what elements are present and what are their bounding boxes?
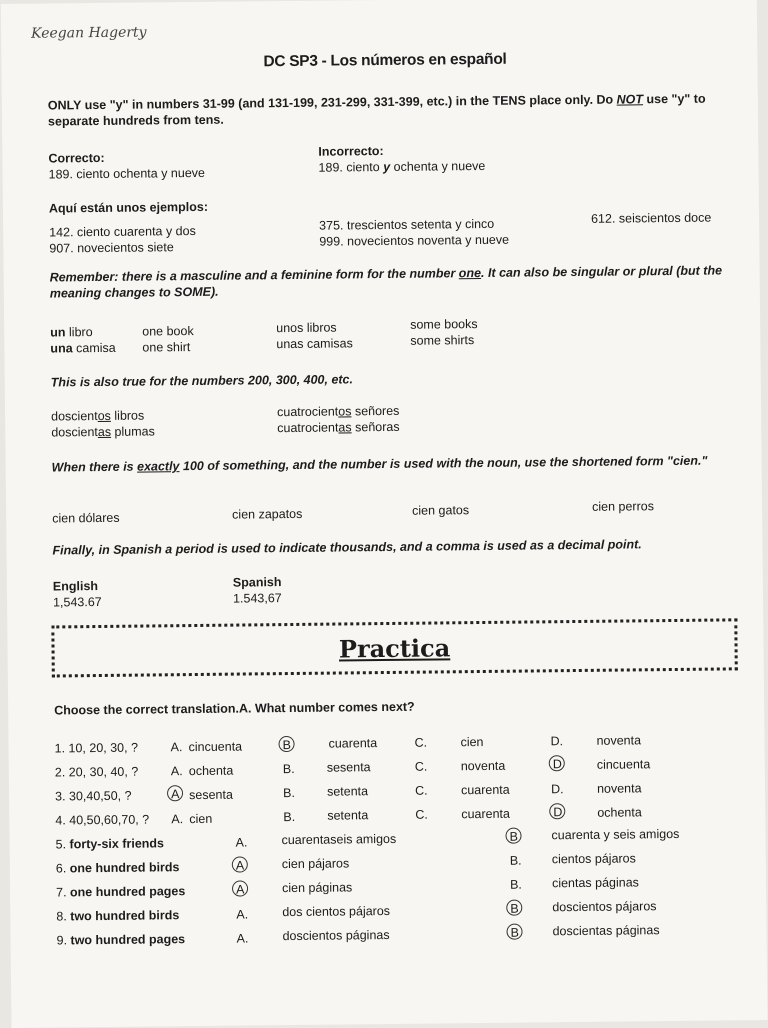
option-text[interactable]: noventa — [460, 758, 506, 774]
question-5: 5. forty-six friends — [55, 836, 165, 852]
practica-title: Practica — [338, 632, 451, 664]
option-text[interactable]: cuarenta — [328, 736, 378, 751]
also-true-rule: This is also true for the numbers 200, 300, 400, etc. — [50, 372, 354, 390]
option-letter[interactable]: B — [282, 738, 291, 753]
option-text[interactable]: cien — [189, 811, 213, 827]
practica-banner — [51, 618, 738, 677]
cien-zapatos: cien zapatos — [232, 506, 303, 522]
cuatrocientas-senoras: cuatrocientas señoras — [277, 419, 400, 436]
option-letter[interactable]: C. — [415, 807, 428, 822]
cuatrocientos-senores: cuatrocientos señores — [277, 403, 400, 420]
some-books: some books — [410, 317, 478, 332]
option-text[interactable]: doscientos páginas — [282, 927, 390, 944]
english-value: 1,543.67 — [52, 594, 102, 610]
incorrecto-example: 189. ciento y ochenta y nueve — [318, 158, 486, 175]
question-1: 1. 10, 20, 30, ? — [54, 740, 139, 756]
option-letter[interactable]: D — [553, 805, 563, 820]
option-text[interactable]: cien — [460, 734, 484, 750]
option-text[interactable]: setenta — [326, 784, 369, 799]
option-text[interactable]: setenta — [327, 808, 369, 823]
option-letter[interactable]: A. — [171, 812, 184, 827]
option-text[interactable]: ochenta — [188, 763, 234, 779]
option-letter[interactable]: C. — [414, 783, 428, 798]
option-letter[interactable]: B. — [509, 853, 522, 868]
option-text[interactable]: cuarenta y seis amigos — [551, 826, 680, 843]
option-letter[interactable]: A — [235, 858, 245, 873]
option-letter[interactable]: B. — [283, 809, 296, 825]
un-libro: un libro — [50, 325, 93, 340]
option-letter[interactable]: A. — [236, 931, 249, 946]
question-9: 9. two hundred pages — [56, 932, 186, 948]
handwritten-signature: Keegan Hagerty — [31, 24, 147, 42]
question-2: 2. 20, 30, 40, ? — [54, 764, 139, 780]
cien-rule: When there is exactly 100 of something, and the number is used with the noun, use the shortened form "cien." — [51, 453, 708, 475]
option-text[interactable]: cincuenta — [596, 757, 651, 772]
spanish-value: 1.543,67 — [232, 591, 282, 606]
option-letter[interactable]: C. — [414, 735, 428, 750]
option-letter[interactable]: B. — [282, 761, 295, 777]
question-6: 6. one hundred birds — [55, 860, 180, 876]
doscientos-libros: doscientos libros — [51, 408, 145, 424]
option-letter[interactable]: B. — [282, 785, 295, 801]
ejemplo-999: 999. novecientos noventa y nueve — [319, 232, 510, 249]
cien-gatos: cien gatos — [412, 503, 470, 518]
unos-libros: unos libros — [276, 320, 337, 336]
ejemplo-375: 375. trescientos setenta y cinco — [319, 216, 495, 233]
option-text[interactable]: cincuenta — [188, 739, 243, 755]
option-text[interactable]: cientos pájaros — [551, 851, 636, 867]
page-title: DC SP3 - Los números en español — [263, 50, 507, 71]
correcto-label: Correcto: — [48, 150, 105, 166]
remember-rule: Remember: there is a masculine and a feminine form for the number one. It can also be singular or plural (but the meaning changes to SOME). — [49, 263, 723, 301]
option-text[interactable]: dos cientos pájaros — [282, 903, 391, 920]
one-shirt: one shirt — [142, 340, 191, 355]
intro-rule: ONLY use "y" in numbers 31-99 (and 131-199, 231-299, 331-399, etc.) in the TENS place only. Do NOT use "y" to separate hundreds from tens. — [47, 91, 706, 129]
option-letter[interactable]: A — [235, 882, 245, 897]
question-7: 7. one hundred pages — [56, 884, 186, 900]
ejemplo-612: 612. seiscientos doce — [590, 210, 712, 226]
option-letter[interactable]: B — [509, 829, 518, 844]
option-letter[interactable]: A — [170, 787, 180, 802]
incorrecto-label: Incorrecto: — [318, 144, 384, 159]
option-letter[interactable]: D. — [550, 782, 564, 797]
correcto-example: 189. ciento ochenta y nueve — [48, 165, 206, 182]
doscientas-plumas: doscientas plumas — [51, 424, 155, 440]
question-4: 4. 40,50,60,70, ? — [55, 812, 150, 828]
option-text[interactable]: doscientos pájaros — [552, 899, 657, 915]
option-text[interactable]: doscientas páginas — [552, 923, 660, 939]
ejemplos-label: Aquí están unos ejemplos: — [48, 199, 209, 216]
worksheet-page — [1, 0, 768, 1028]
option-text[interactable]: noventa — [596, 733, 642, 748]
option-letter[interactable]: C. — [414, 759, 428, 774]
option-text[interactable]: sesenta — [189, 787, 233, 803]
option-text[interactable]: cientas páginas — [551, 875, 639, 891]
ejemplo-142: 142. ciento cuarenta y dos — [49, 223, 196, 240]
option-text[interactable]: cuarenta — [461, 806, 511, 822]
option-letter[interactable]: D. — [550, 734, 564, 749]
option-text[interactable]: ochenta — [597, 805, 642, 820]
option-text[interactable]: cuarenta — [460, 782, 510, 798]
unas-camisas: unas camisas — [276, 336, 353, 352]
option-text[interactable]: sesenta — [326, 760, 371, 775]
ejemplo-907: 907. novecientos siete — [49, 240, 174, 256]
option-letter[interactable]: A. — [170, 764, 183, 779]
question-3: 3. 30,40,50, ? — [55, 788, 132, 804]
cien-dolares: cien dólares — [52, 510, 120, 526]
option-letter[interactable]: A. — [235, 835, 248, 850]
instructions: Choose the correct translation.A. What number comes next? — [54, 699, 415, 718]
option-text[interactable]: cuarentaseis amigos — [281, 831, 397, 848]
one-book: one book — [142, 324, 194, 339]
option-letter[interactable]: A. — [236, 907, 249, 922]
option-text[interactable]: cien páginas — [281, 880, 353, 896]
una-camisa: una camisa — [50, 340, 116, 356]
cien-perros: cien perros — [592, 499, 654, 514]
option-text[interactable]: cien pájaros — [281, 856, 350, 872]
option-letter[interactable]: B — [510, 925, 519, 940]
option-letter[interactable]: A. — [170, 740, 183, 755]
option-letter[interactable]: D — [552, 757, 562, 772]
question-8: 8. two hundred birds — [56, 908, 180, 924]
english-label: English — [52, 579, 99, 594]
option-letter[interactable]: B — [510, 901, 519, 916]
option-letter[interactable]: B. — [509, 877, 522, 892]
some-shirts: some shirts — [410, 333, 475, 348]
option-text[interactable]: noventa — [596, 781, 642, 796]
spanish-label: Spanish — [232, 575, 282, 590]
finally-rule: Finally, in Spanish a period is used to indicate thousands, and a comma is used as a decimal point. — [52, 537, 642, 558]
